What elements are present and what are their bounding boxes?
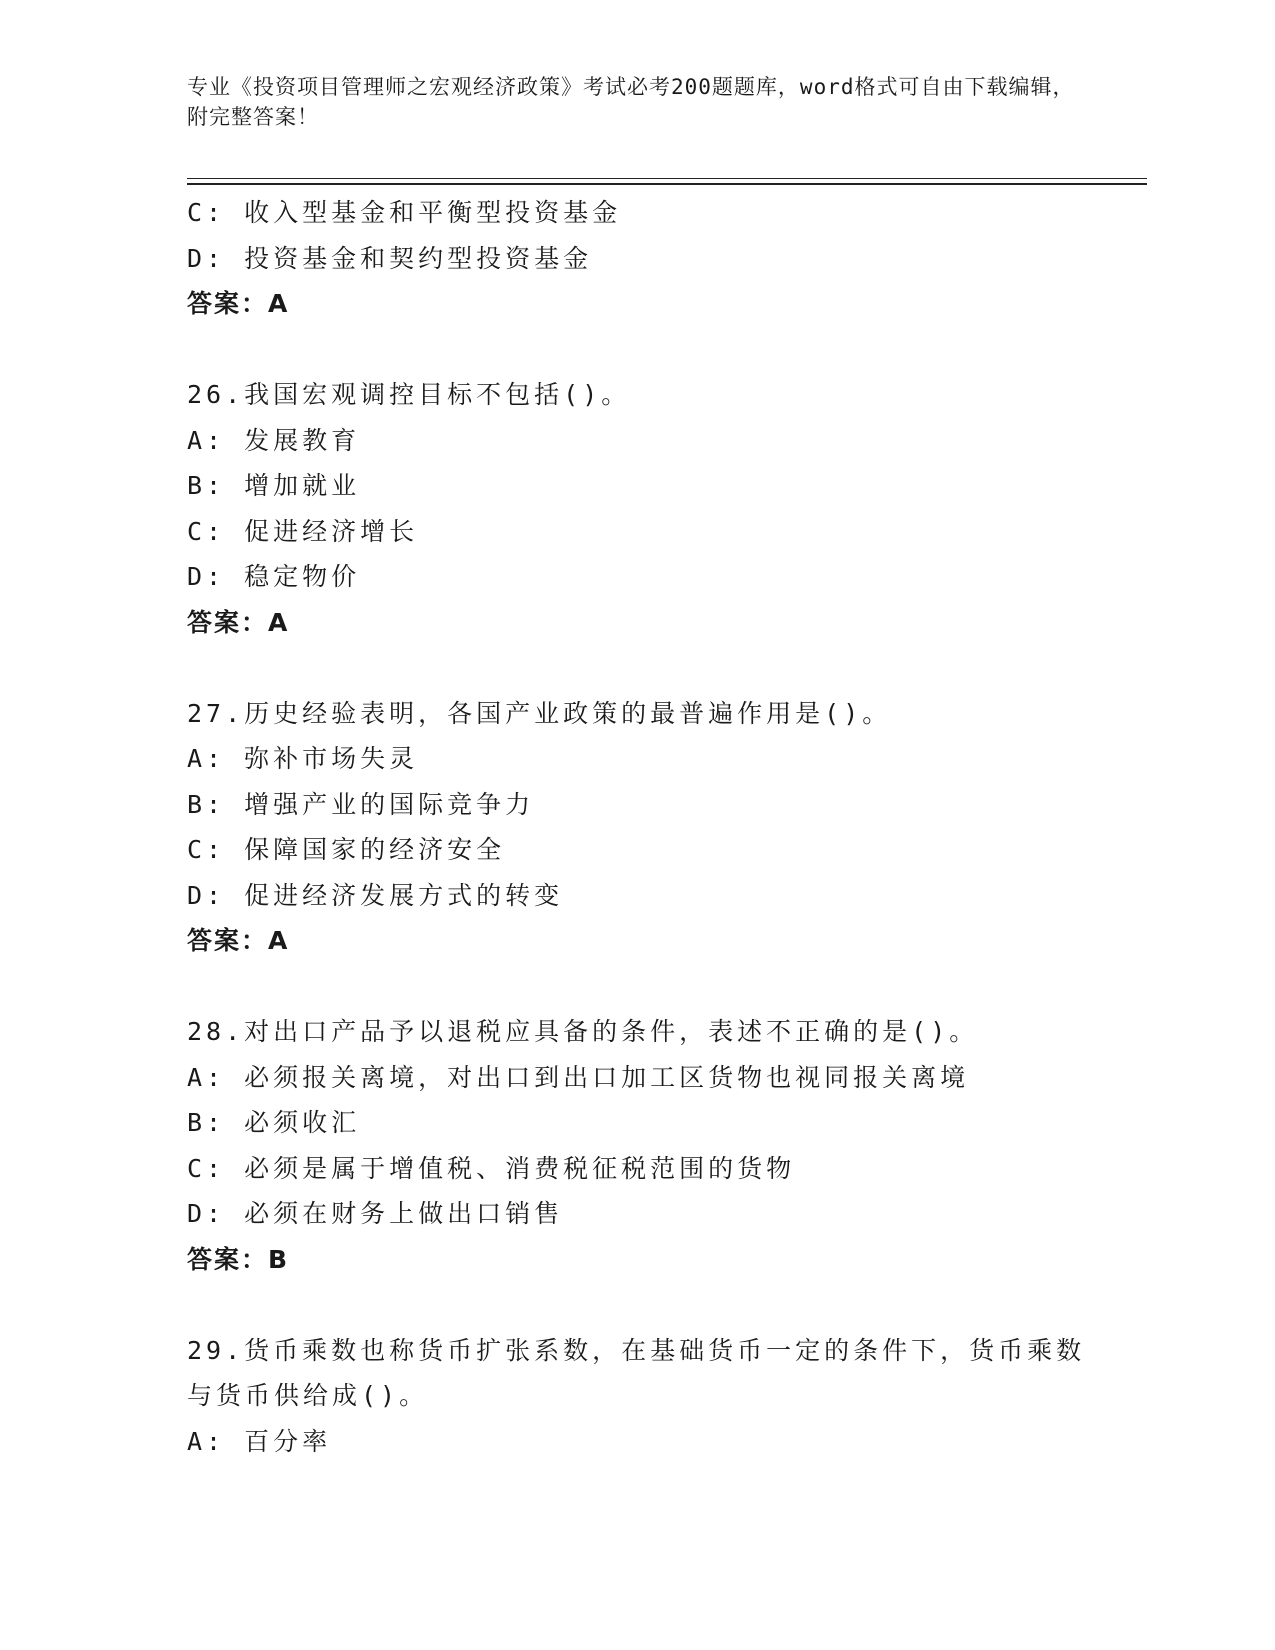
option-c: C: 促进经济增长	[187, 516, 419, 546]
question-block-26	[187, 372, 1087, 645]
option-d: D: 促进经济发展方式的转变	[187, 880, 564, 910]
option-c: C: 保障国家的经济安全	[187, 835, 506, 864]
answer-label: 答案：A	[187, 607, 290, 637]
question-text: 26.我国宏观调控目标不包括()。	[187, 380, 631, 409]
option-b: B: 增加就业	[187, 471, 361, 500]
option-a: A: 发展教育	[187, 425, 361, 455]
question-text: 27.历史经验表明，各国产业政策的最普遍作用是()。	[187, 698, 892, 728]
question-block-28	[187, 1009, 1087, 1282]
answer-label: 答案：A	[187, 289, 290, 318]
option-c: C: 收入型基金和平衡型投资基金	[187, 198, 622, 227]
header-divider-thin	[187, 178, 1147, 179]
option-a: A: 弥补市场失灵	[187, 744, 419, 773]
question-block-29	[187, 1328, 1087, 1465]
document-header: 专业《投资项目管理师之宏观经济政策》考试必考200题题库，word格式可自由下载编辑，附完整答案！	[187, 75, 1075, 129]
option-b: B: 必须收汇	[187, 1108, 361, 1137]
option-c: C: 必须是属于增值税、消费税征税范围的货物	[187, 1153, 796, 1183]
question-text-line-1: 29.货币乘数也称货币扩张系数，在基础货币一定的条件下，货币乘数	[187, 1335, 1086, 1365]
option-d: D: 稳定物价	[187, 562, 361, 591]
option-b: B: 增强产业的国际竞争力	[187, 789, 535, 819]
header-divider-thick	[187, 183, 1147, 185]
question-content	[187, 190, 1087, 1464]
option-a: A: 百分率	[187, 1426, 332, 1456]
option-a: A: 必须报关离境，对出口到出口加工区货物也视同报关离境	[187, 1062, 970, 1092]
option-d: D: 投资基金和契约型投资基金	[187, 243, 593, 273]
question-block-25	[187, 190, 1087, 327]
question-block-27	[187, 691, 1087, 964]
option-d: D: 必须在财务上做出口销售	[187, 1199, 564, 1228]
answer-label: 答案：A	[187, 926, 290, 955]
answer-label: 答案：B	[187, 1244, 290, 1274]
question-text: 28.对出口产品予以退税应具备的条件，表述不正确的是()。	[187, 1017, 979, 1046]
question-text-line-2: 与货币供给成()。	[187, 1381, 429, 1410]
